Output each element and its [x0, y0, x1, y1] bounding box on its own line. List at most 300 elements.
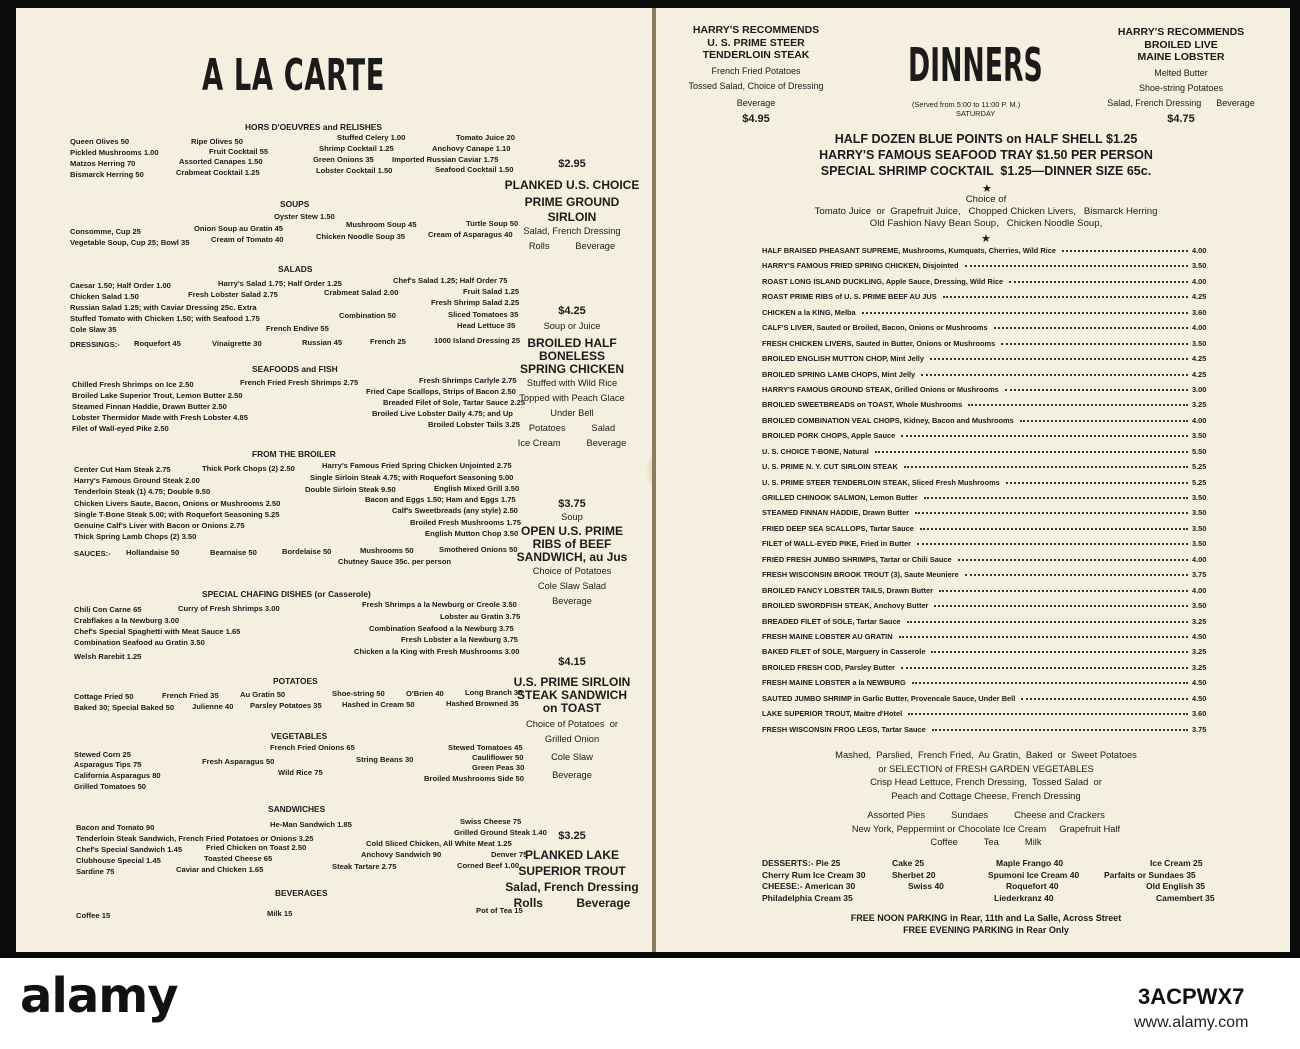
entree-row [762, 370, 1222, 385]
special-pre-line: Soup [561, 512, 583, 522]
entree-name: FRESH CHICKEN LIVERS, Sauted in Butter, Onions or Mushrooms [762, 338, 996, 348]
menu-item: Vegetable Soup, Cup 25; Bowl 35 [70, 238, 190, 247]
dinners-page [656, 8, 1290, 952]
entree-price: 5.25 [1192, 477, 1207, 487]
entree-price: 4.00 [1192, 276, 1207, 286]
menu-item: Long Branch 35 [465, 688, 523, 697]
special-sub-line: Choice of Potatoes [532, 566, 612, 576]
entree-row [762, 246, 1222, 261]
dressings-label: DRESSINGS:- [70, 340, 120, 349]
a-la-carte-page [16, 8, 652, 952]
featured-special-line: HALF DOZEN BLUE POINTS on HALF SHELL $1.25 [834, 132, 1138, 146]
menu-item: Parsley Potatoes 35 [250, 701, 322, 710]
special-price: $2.95 [558, 158, 586, 170]
entree-row [762, 709, 1222, 724]
choice-line: Old Fashion Navy Bean Soup, Chicken Noodle Soup, [869, 218, 1103, 229]
special-title-line: OPEN U.S. PRIME [520, 524, 624, 538]
entree-row [762, 601, 1222, 616]
entree-price: 4.25 [1192, 354, 1207, 364]
menu-item: Chef's Special Sandwich 1.45 [76, 845, 183, 854]
image-id: 3ACPWX7 [1138, 984, 1245, 1009]
entree-row [762, 431, 1222, 446]
recommends-sub: Tossed Salad, Choice of Dressing [688, 80, 824, 91]
entree-row [762, 447, 1222, 462]
entree-name: BROILED PORK CHOPS, Apple Sauce [762, 431, 896, 441]
dessert-item: Sherbet 20 [892, 869, 936, 880]
menu-item: Thick Pork Chops (2) 2.50 [202, 464, 295, 473]
menu-item: Caesar 1.50; Half Order 1.00 [70, 281, 171, 290]
entree-price: 4.00 [1192, 323, 1207, 333]
menu-item: Fresh Shrimp Salad 2.25 [431, 298, 520, 307]
special-open-prime-ribs [482, 498, 652, 609]
leader-dots [907, 621, 1188, 623]
menu-item: California Asparagus 80 [74, 771, 161, 780]
entree-price: 3.25 [1192, 647, 1207, 657]
menu-item: Single Sirloin Steak 4.75; with Roquefort Seasoning 5.00 [310, 473, 514, 482]
entree-row [762, 647, 1222, 662]
leader-dots [1062, 250, 1188, 252]
leader-dots [932, 729, 1188, 731]
desserts-row [762, 870, 1216, 882]
special-title-line: PRIME GROUND [524, 195, 620, 209]
entree-row [762, 493, 1222, 508]
menu-item: Grilled Ground Steak 1.40 [454, 828, 547, 837]
cheese-row [762, 881, 1216, 893]
entree-name: HALF BRAISED PHEASANT SUPREME, Mushrooms, Kumquats, Cherries, Wild Rice [762, 246, 1056, 255]
special-price: $3.25 [558, 830, 586, 842]
menu-item: Smothered Onions 50 [439, 545, 518, 554]
menu-item: French Fried Onions 65 [270, 743, 355, 752]
dessert-item: Spumoni Ice Cream 40 [988, 869, 1080, 880]
entree-name: GRILLED CHINOOK SALMON, Lemon Butter [762, 493, 918, 502]
menu-item: Combination 50 [339, 311, 396, 320]
section-header-chafing-dishes: SPECIAL CHAFING DISHES (or Casserole) [202, 589, 371, 599]
entree-name: BROILED FRESH COD, Parsley Butter [762, 662, 896, 672]
recommends-line: MAINE LOBSTER [1137, 51, 1225, 63]
menu-item: Cream of Asparagus 40 [428, 230, 513, 239]
cheese-item: Philadelphia Cream 35 [762, 892, 853, 903]
entree-name: HARRY'S FAMOUS GROUND STEAK, Grilled Onions or Mushrooms [762, 384, 999, 394]
menu-item: Steak Tartare 2.75 [332, 862, 397, 871]
served-day: SATURDAY [956, 109, 996, 118]
menu-item: Bearnaise 50 [210, 548, 257, 557]
menu-item: Chili Con Carne 65 [74, 605, 142, 614]
leader-dots [899, 636, 1188, 638]
leader-dots [968, 404, 1188, 406]
menu-item: Stewed Tomatoes 45 [448, 743, 523, 752]
entree-price: 4.25 [1192, 369, 1207, 379]
special-title-line: SANDWICH, au Jus [516, 550, 628, 564]
menu-item: Matzos Herring 70 [70, 159, 136, 168]
menu-item: Mushroom Soup 45 [346, 220, 417, 229]
leader-dots [931, 651, 1188, 653]
menu-item: Fruit Salad 1.25 [463, 287, 520, 296]
special-price: $3.75 [558, 498, 586, 510]
cheese-item: Roquefort 40 [1006, 881, 1059, 891]
special-sub-line: Topped with Peach Glace [519, 393, 625, 403]
menu-item: Turtle Soup 50 [466, 219, 519, 228]
menu-item: Queen Olives 50 [70, 137, 130, 146]
entree-name: LAKE SUPERIOR TROUT, Maitre d'Hotel [762, 709, 903, 719]
entree-row [762, 663, 1222, 678]
special-sub-line: Cole Slaw Salad [537, 581, 607, 591]
recommends-sub: French Fried Potatoes [711, 65, 801, 76]
cheese-item: CHEESE:- American 30 [762, 881, 856, 891]
leader-dots [908, 713, 1188, 715]
entree-row [762, 678, 1222, 693]
entree-name: BROILED SPRING LAMB CHOPS, Mint Jelly [762, 369, 916, 379]
leader-dots [1020, 420, 1188, 422]
dessert-item: Ice Cream 25 [1150, 858, 1203, 868]
dessert-item: Parfaits or Sundaes 35 [1104, 869, 1196, 880]
dinner-desserts [746, 808, 1226, 849]
entree-price: 4.50 [1192, 693, 1207, 703]
recommends-line: BROILED LIVE [1144, 38, 1218, 51]
cheese-item: Liederkranz 40 [994, 892, 1054, 903]
entree-row [762, 617, 1222, 632]
entree-name: FRESH WISCONSIN FROG LEGS, Tartar Sauce [762, 724, 926, 734]
menu-item: Imported Russian Caviar 1.75 [392, 155, 499, 164]
entree-row [762, 725, 1222, 740]
special-planked-sirloin [482, 158, 652, 254]
entree-row [762, 261, 1222, 276]
entree-row [762, 462, 1222, 477]
menu-item: Single T-Bone Steak 5.00; with Roquefort Seasoning 5.25 [74, 510, 280, 519]
entree-row [762, 555, 1222, 570]
menu-item: Bacon and Eggs 1.50; Ham and Eggs 1.75 [365, 495, 516, 504]
entree-row [762, 478, 1222, 493]
leader-dots [943, 296, 1188, 298]
menu-item: Russian 45 [302, 338, 343, 347]
menu-item: Grilled Tomatoes 50 [74, 782, 147, 791]
menu-item: French 25 [370, 337, 406, 346]
sides-line: Crisp Head Lettuce, French Dressing, Tossed Salad or [870, 776, 1102, 787]
entree-price: 4.25 [1192, 292, 1207, 302]
menu-item: Fresh Asparagus 50 [202, 757, 275, 766]
leader-dots [1021, 698, 1188, 700]
menu-item: Chicken Livers Saute, Bacon, Onions or Mushrooms 2.50 [74, 499, 281, 508]
entree-name: BREADED FILET of SOLE, Tartar Sauce [762, 616, 901, 626]
special-title-line: U.S. PRIME SIRLOIN [513, 675, 631, 689]
leader-dots [862, 312, 1188, 314]
entree-price: 4.00 [1192, 585, 1207, 595]
menu-item: Chef's Special Spaghetti with Meat Sauce 1.65 [74, 627, 241, 636]
menu-item: Chicken Noodle Soup 35 [316, 232, 406, 241]
menu-item: Caviar and Chicken 1.65 [176, 865, 264, 874]
leader-dots [921, 374, 1188, 376]
menu-item: Genuine Calf's Liver with Bacon or Onions 2.75 [74, 521, 245, 530]
dessert-item: Cherry Rum Ice Cream 30 [762, 869, 866, 880]
leader-dots [920, 528, 1188, 530]
menu-item: Harry's Famous Fried Spring Chicken Unjointed 2.75 [322, 461, 512, 470]
leader-dots [958, 559, 1188, 561]
entree-name: BROILED FANCY LOBSTER TAILS, Drawn Butter [762, 585, 933, 595]
menu-item: Au Gratin 50 [240, 690, 286, 699]
entree-price: 3.50 [1192, 261, 1207, 271]
section-header-vegetables: VEGETABLES [271, 731, 328, 741]
recommends-price: $4.95 [742, 112, 770, 125]
desserts-row [762, 858, 1216, 870]
special-broiled-chicken [482, 305, 652, 451]
menu-item: Consomme, Cup 25 [70, 227, 141, 236]
special-sub-line: Cole Slaw [551, 752, 593, 762]
leader-dots [917, 543, 1188, 545]
special-sub-line: Salad, French Dressing [523, 226, 621, 236]
leader-dots [939, 590, 1188, 592]
menu-item: Chilled Fresh Shrimps on Ice 2.50 [72, 380, 194, 389]
special-sub-line: Under Bell [550, 408, 594, 418]
entree-row [762, 508, 1222, 523]
entree-row [762, 385, 1222, 400]
entree-price: 3.60 [1192, 709, 1207, 719]
menu-item: Fresh Lobster a la Newburg 3.75 [401, 635, 518, 644]
entree-list [762, 246, 1222, 740]
special-sub-line: Grilled Onion [544, 734, 600, 744]
menu-item: Broiled Live Lobster Daily 4.75; and Up [372, 409, 513, 418]
menu-item: Julienne 40 [192, 702, 234, 711]
entree-row [762, 524, 1222, 539]
menu-item: Tenderloin Steak (1) 4.75; Double 9.50 [74, 487, 211, 496]
special-title-line: on TOAST [542, 701, 602, 715]
leader-dots [1005, 389, 1188, 391]
dessert-item: Maple Frango 40 [996, 858, 1064, 868]
dessert-item: Cake 25 [892, 858, 925, 868]
menu-item: Broiled Fresh Mushrooms 1.75 [410, 518, 521, 527]
special-title-line: SIRLOIN [547, 210, 597, 224]
menu-item: 1000 Island Dressing 25 [434, 336, 521, 345]
entree-price: 3.75 [1192, 570, 1207, 580]
menu-item: Cole Slaw 35 [70, 325, 117, 334]
entree-row [762, 416, 1222, 431]
menu-item: Cold Sliced Chicken, All White Meat 1.25 [366, 839, 512, 848]
entree-price: 3.25 [1192, 616, 1207, 626]
menu-item: Combination Seafood a la Newburg 3.75 [369, 624, 514, 633]
leader-dots [912, 682, 1188, 684]
menu-item: Head Lettuce 35 [457, 321, 516, 330]
menu-item: Hashed Browned 35 [446, 699, 519, 708]
entree-name: CALF'S LIVER, Sauted or Broiled, Bacon, Onions or Mushrooms [762, 323, 988, 333]
menu-item: Combination Seafood au Gratin 3.50 [74, 638, 205, 647]
dinners-title: DINNERS [908, 38, 1043, 92]
menu-item: Bordelaise 50 [282, 547, 332, 556]
menu-item: Wild Rice 75 [278, 768, 323, 777]
special-title-line: SPRING CHICKEN [519, 362, 624, 376]
leader-dots [930, 358, 1188, 360]
menu-item: Double Sirloin Steak 9.50 [305, 485, 396, 494]
menu-item: Stewed Corn 25 [74, 750, 131, 759]
cheese-item: Swiss 40 [908, 881, 944, 891]
menu-item: English Mixed Grill 3.50 [434, 484, 520, 493]
special-price: $4.25 [558, 305, 586, 317]
leader-dots [1009, 281, 1188, 283]
menu-item: Clubhouse Special 1.45 [76, 856, 161, 865]
entree-price: 3.50 [1192, 493, 1207, 502]
menu-item: Bismarck Herring 50 [70, 170, 144, 179]
section-header-salads: SALADS [278, 264, 313, 274]
special-title-line: SUPERIOR TROUT [518, 864, 626, 878]
a-la-carte-desserts [762, 858, 1216, 904]
leader-dots [1001, 343, 1188, 345]
menu-item: Tomato Juice 20 [456, 133, 515, 142]
menu-item: Curry of Fresh Shrimps 3.00 [178, 604, 280, 613]
entree-row [762, 308, 1222, 323]
alamy-logo: alamy [20, 968, 178, 1024]
special-sub-line: Beverage [552, 596, 592, 606]
menu-item: Swiss Cheese 75 [460, 817, 522, 826]
recommends-sub: Melted Butter [1154, 67, 1208, 78]
recommends-sub: Beverage [736, 97, 776, 108]
a-la-carte-title: A LA CARTE [202, 50, 385, 101]
entree-name: BROILED SWORDFISH STEAK, Anchovy Butter [762, 601, 929, 611]
special-sub-line: Ice Cream Beverage [517, 438, 627, 448]
menu-item: Mushrooms 50 [360, 546, 414, 555]
menu-item: Stuffed Tomato with Chicken 1.50; with Seafood 1.75 [70, 314, 260, 323]
special-sub-line: Potatoes Salad [528, 423, 616, 433]
entree-price: 5.50 [1192, 446, 1207, 456]
star-icon: ★ [981, 233, 991, 245]
leader-dots [965, 574, 1188, 576]
entree-row [762, 323, 1222, 338]
entree-name: BAKED FILET of SOLE, Marguery in Casserole [762, 647, 926, 657]
menu-item: Vinaigrette 30 [212, 339, 262, 348]
entree-name: ROAST LONG ISLAND DUCKLING, Apple Sauce, Dressing, Wild Rice [762, 276, 1004, 286]
menu-item: French Endive 55 [266, 324, 329, 333]
menu-item: Center Cut Ham Steak 2.75 [74, 465, 171, 474]
menu-item: Cream of Tomato 40 [211, 235, 284, 244]
special-sub-line: Stuffed with Wild Rice [526, 378, 618, 388]
entree-price: 4.00 [1192, 246, 1207, 255]
section-header-broiler: FROM THE BROILER [252, 449, 336, 459]
entree-name: BROILED SWEETBREADS on TOAST, Whole Mushrooms [762, 400, 963, 410]
featured-special-line: HARRY'S FAMOUS SEAFOOD TRAY $1.50 PER PERSON [819, 148, 1153, 162]
desserts-line: New York, Peppermint or Chocolate Ice Cream Grapefruit Half [851, 822, 1121, 834]
entree-price: 3.25 [1192, 662, 1207, 672]
menu-item: Chef's Salad 1.25; Half Order 75 [393, 276, 508, 285]
entree-name: FRESH MAINE LOBSTER a la NEWBURG [762, 678, 906, 688]
entree-name: BROILED COMBINATION VEAL CHOPS, Kidney, Bacon and Mushrooms [762, 415, 1014, 425]
entree-price: 3.75 [1192, 724, 1207, 734]
menu-item: English Mutton Chop 3.50 [425, 529, 519, 538]
sides-line: Peach and Cottage Cheese, French Dressing [891, 789, 1081, 801]
menu-item: String Beans 30 [356, 755, 414, 764]
leader-dots [901, 667, 1188, 669]
sauces-label: SAUCES:- [74, 549, 111, 558]
menu-item: Lobster Cocktail 1.50 [316, 166, 393, 175]
menu-item: Roquefort 45 [134, 339, 181, 348]
menu-item: Chicken a la King with Fresh Mushrooms 3.00 [354, 647, 520, 656]
recommends-sub: Shoe-string Potatoes [1138, 82, 1224, 93]
special-price: $4.15 [558, 656, 586, 668]
special-title-line: PLANKED LAKE [524, 848, 619, 862]
desserts-line: Assorted Pies Sundaes Cheese and Crackers [867, 809, 1105, 820]
entree-price: 3.00 [1192, 384, 1207, 394]
menu-item: Ripe Olives 50 [191, 137, 243, 146]
leader-dots [994, 327, 1188, 329]
menu-item: Fried Cape Scallops, Strips of Bacon 2.50 [366, 387, 516, 396]
entree-price: 4.00 [1192, 554, 1207, 564]
menu-item: Coffee 15 [76, 911, 111, 920]
menu-item: Anchovy Sandwich 90 [361, 850, 442, 859]
cheese-item: Camembert 35 [1156, 892, 1215, 903]
dinner-sides [736, 748, 1236, 802]
entree-name: U. S. PRIME N. Y. CUT SIRLOIN STEAK [762, 462, 898, 472]
menu-item: Seafood Cocktail 1.50 [435, 165, 514, 174]
recommends-heading: HARRY'S RECOMMENDS [1117, 26, 1245, 38]
menu-item: Chutney Sauce 35c. per person [338, 557, 452, 566]
menu-item: Hashed in Cream 50 [342, 700, 415, 709]
dinner-choice [716, 194, 1256, 230]
leader-dots [904, 466, 1188, 468]
cheese-row [762, 893, 1216, 905]
special-title-line: PLANKED U.S. CHOICE [504, 178, 640, 192]
menu-item: Fresh Shrimps Carlyle 2.75 [419, 376, 517, 385]
menu-item: Breaded Filet of Sole, Tartar Sauce 2.25 [383, 398, 526, 407]
menu-item: Denver 75 [491, 850, 528, 859]
entree-name: FRIED DEEP SEA SCALLOPS, Tartar Sauce [762, 523, 914, 533]
menu-item: Fried Chicken on Toast 2.50 [206, 843, 307, 852]
entree-name: STEAMED FINNAN HADDIE, Drawn Butter [762, 508, 909, 518]
special-sub-line: Beverage [552, 770, 592, 780]
entree-price: 5.25 [1192, 462, 1207, 472]
menu-item: Tenderloin Steak Sandwich, French Fried Potatoes or Onions 3.25 [76, 834, 314, 843]
special-sub-line: Rolls Beverage [513, 896, 631, 910]
entree-price: 3.25 [1192, 400, 1207, 410]
menu-item: Stuffed Celery 1.00 [337, 133, 406, 142]
menu-item: Baked 30; Special Baked 50 [74, 703, 175, 712]
menu-item: Sliced Tomatoes 35 [448, 310, 519, 319]
leader-dots [924, 497, 1188, 499]
menu-item: Russian Salad 1.25; with Caviar Dressing 25c. Extra [70, 303, 257, 312]
entree-row [762, 400, 1222, 415]
menu-item: Oyster Stew 1.50 [274, 212, 335, 221]
special-sub-line: Salad, French Dressing [505, 880, 639, 894]
menu-item: Fresh Lobster Salad 2.75 [188, 290, 278, 299]
entree-row [762, 570, 1222, 585]
special-title-line: BONELESS [538, 349, 605, 363]
sides-line: or SELECTION of FRESH GARDEN VEGETABLES [878, 762, 1094, 774]
recommends-line: TENDERLOIN STEAK [702, 49, 810, 61]
menu-item: Cottage Fried 50 [74, 692, 134, 701]
entree-price: 3.50 [1192, 431, 1207, 441]
entree-name: FRESH MAINE LOBSTER AU GRATIN [762, 631, 893, 641]
menu-item: Green Onions 35 [313, 155, 374, 164]
entree-price: 4.50 [1192, 678, 1207, 688]
served-hours: (Served from 5:00 to 11:00 P. M.) [912, 100, 1021, 109]
dessert-item: DESSERTS:- Pie 25 [762, 858, 841, 868]
menu-item: Broiled Lake Superior Trout, Lemon Butter 2.50 [72, 391, 243, 400]
harrys-recommends-lobster [1086, 26, 1276, 125]
menu-item: Harry's Famous Ground Steak 2.00 [74, 476, 200, 485]
entree-price: 3.50 [1192, 539, 1207, 549]
leader-dots [875, 451, 1188, 453]
menu-item: Steamed Finnan Haddie, Drawn Butter 2.50 [72, 402, 227, 411]
entree-price: 3.50 [1192, 601, 1207, 611]
parking-line: FREE NOON PARKING in Rear, 11th and La Salle, Across Street [850, 913, 1122, 923]
choice-heading: Choice of [965, 194, 1007, 205]
special-sub-line: Choice of Potatoes or [526, 719, 618, 729]
special-title-line: BROILED HALF [527, 336, 617, 350]
menu-item: Asparagus Tips 75 [74, 760, 142, 769]
recommends-sub: Salad, French Dressing Beverage [1107, 97, 1255, 108]
entree-price: 3.50 [1192, 338, 1207, 348]
menu-item: French Fried 35 [162, 691, 219, 700]
entree-name: U. S. CHOICE T-BONE, Natural [762, 446, 869, 456]
leader-dots [965, 265, 1188, 267]
menu-item: French Fried Fresh Shrimps 2.75 [240, 378, 359, 387]
special-sirloin-sandwich [482, 656, 652, 783]
entree-name: FILET of WALL-EYED PIKE, Fried in Butter [762, 539, 912, 549]
special-title-line: STEAK SANDWICH [517, 688, 627, 702]
